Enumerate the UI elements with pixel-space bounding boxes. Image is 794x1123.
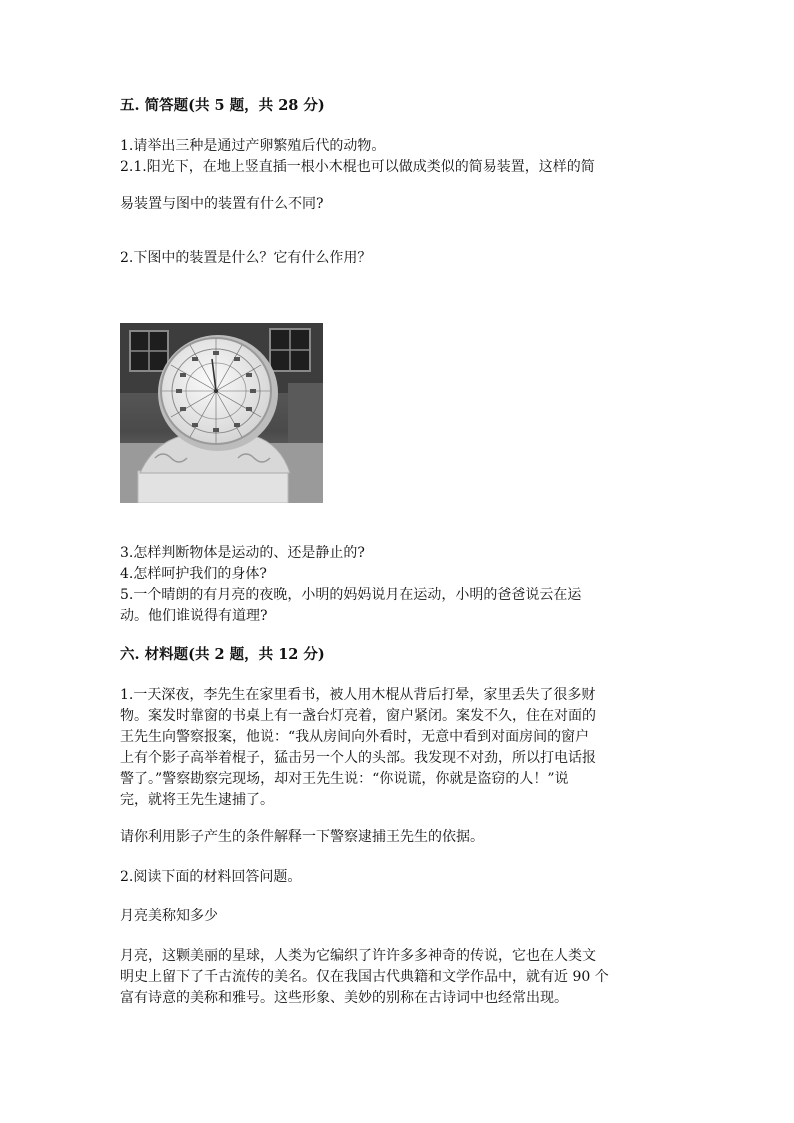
sundial-image	[120, 323, 323, 503]
material-1-line-6: 完，就将王先生逮捕了。	[120, 792, 274, 808]
question-2-1-line-2: 易装置与图中的装置有什么不同?	[120, 196, 324, 212]
material-1-line-4: 上有个影子高举着棍子，猛击另一个人的头部。我发现不对劲，所以打电话报	[120, 750, 596, 766]
material-2-text-line-1: 月亮，这颗美丽的星球，人类为它编织了许许多多神奇的传说，它也在人类文	[120, 948, 596, 964]
question-4: 4.怎样呵护我们的身体?	[120, 566, 267, 582]
material-1-line-5: 警了。”警察勘察完现场，却对王先生说：“你说谎，你就是盗窃的人！”说	[120, 771, 569, 787]
question-3: 3.怎样判断物体是运动的、还是静止的?	[120, 545, 365, 561]
question-5-line-1: 5.一个晴朗的有月亮的夜晚，小明的妈妈说月在运动，小明的爸爸说云在运	[120, 587, 582, 603]
material-1-line-3: 王先生向警察报案，他说：“我从房间向外看时，无意中看到对面房间的窗户	[120, 729, 590, 745]
material-1-line-2: 物。案发时靠窗的书桌上有一盏台灯亮着，窗户紧闭。案发不久，住在对面的	[120, 708, 596, 724]
question-2-1-line-1: 2.1.阳光下，在地上竖直插一根小木棍也可以做成类似的简易装置，这样的简	[120, 159, 595, 175]
question-1: 1.请举出三种是通过产卵繁殖后代的动物。	[120, 138, 386, 154]
material-2: 2.阅读下面的材料回答问题。	[120, 869, 302, 885]
material-1-question: 请你利用影子产生的条件解释一下警察逮捕王先生的依据。	[120, 829, 484, 845]
material-2-text-line-3: 富有诗意的美称和雅号。这些形象、美妙的别称在古诗词中也经常出现。	[120, 990, 568, 1006]
material-1-line-1: 1.一天深夜，李先生在家里看书，被人用木棍从背后打晕，家里丢失了很多财	[120, 687, 596, 703]
material-2-text-line-2: 明史上留下了千古流传的美名。仅在我国古代典籍和文学作品中，就有近 90 个	[120, 969, 609, 985]
sundial-photo	[120, 323, 323, 503]
question-2-2: 2.下图中的装置是什么？它有什么作用？	[120, 250, 372, 266]
section-6-heading: 六. 材料题(共 2 题，共 12 分)	[120, 646, 325, 663]
section-5-heading: 五. 简答题(共 5 题，共 28 分)	[120, 97, 325, 114]
question-5-line-2: 动。他们谁说得有道理?	[120, 608, 268, 624]
material-2-title: 月亮美称知多少	[120, 908, 218, 924]
